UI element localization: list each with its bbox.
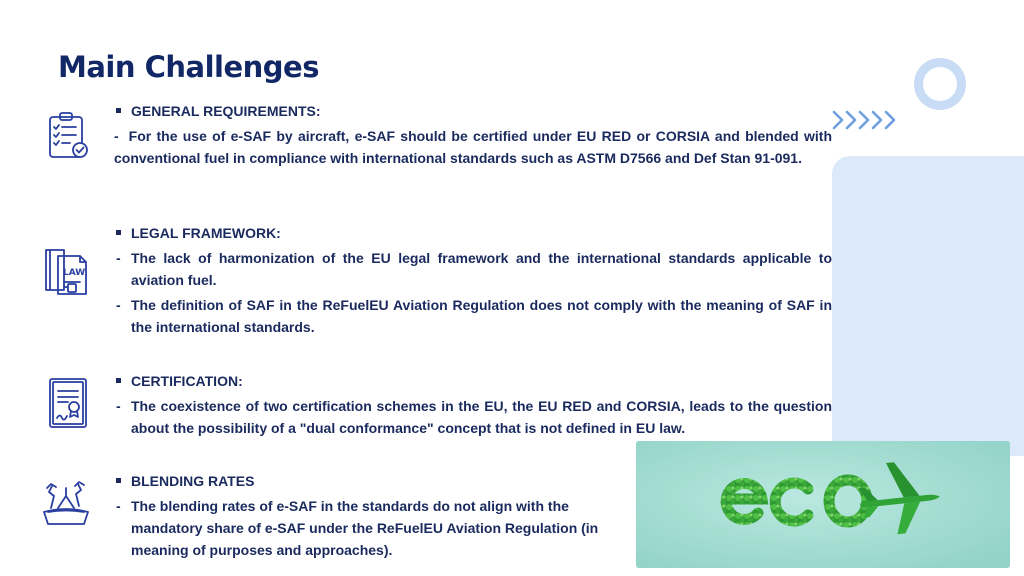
page-title: Main Challenges	[58, 50, 319, 84]
checklist-clipboard-icon	[38, 108, 94, 162]
section-heading	[114, 100, 832, 122]
list-item	[114, 395, 832, 439]
law-document-icon	[38, 244, 94, 300]
section-blending-rates	[114, 470, 614, 561]
section-heading-text: CERTIFICATION:	[131, 373, 243, 389]
decorative-ring-icon	[914, 58, 966, 110]
bullet-square	[116, 378, 121, 383]
blending-hands-icon	[38, 476, 94, 532]
section-general-requirements	[114, 100, 832, 169]
list-item	[114, 294, 832, 338]
item-dash: -	[116, 297, 121, 313]
law-icon-label: LAW	[63, 268, 86, 278]
list-item	[114, 247, 832, 291]
section-heading-text: GENERAL REQUIREMENTS:	[131, 103, 321, 119]
item-text: The lack of harmonization of the EU legal framework and the international standards applicable to aviation fuel.	[131, 250, 832, 288]
section-heading-text: BLENDING RATES	[131, 473, 255, 489]
section-heading	[114, 370, 832, 392]
section-certification	[114, 370, 832, 439]
item-text: The definition of SAF in the ReFuelEU Aviation Regulation does not comply with the meaning of SAF in the international standards.	[131, 297, 832, 335]
item-dash: -	[116, 498, 121, 514]
bullet-square	[116, 230, 121, 235]
item-text: The blending rates of e-SAF in the standards do not align with the mandatory share of e-SAF under the ReFuelEU Aviation Regulation (in meaning of purposes and approaches).	[131, 498, 599, 558]
section-heading-text: LEGAL FRAMEWORK:	[131, 225, 281, 241]
section-heading	[114, 470, 614, 492]
bullet-square	[116, 108, 121, 113]
item-dash: -	[116, 250, 121, 266]
section-legal-framework	[114, 222, 832, 338]
item-text: The coexistence of two certification schemes in the EU, the EU RED and CORSIA, leads to the question about the possibility of a "dual conformance" concept that is not defined in EU law.	[131, 398, 832, 436]
list-item	[114, 495, 614, 561]
section-heading	[114, 222, 832, 244]
decorative-panel	[832, 156, 1024, 456]
certificate-icon	[38, 374, 94, 432]
item-dash: -	[116, 398, 121, 414]
item-text: For the use of e-SAF by aircraft, e-SAF should be certified under EU RED or CORSIA and blended with conventional fuel in compliance with international standards such as ASTM D7566 and Def Stan 91-091.	[114, 128, 832, 166]
list-item	[114, 125, 832, 169]
item-dash: -	[114, 128, 119, 144]
bullet-square	[116, 478, 121, 483]
eco-airplane-image	[636, 441, 1010, 568]
chevrons-icon	[830, 108, 904, 132]
